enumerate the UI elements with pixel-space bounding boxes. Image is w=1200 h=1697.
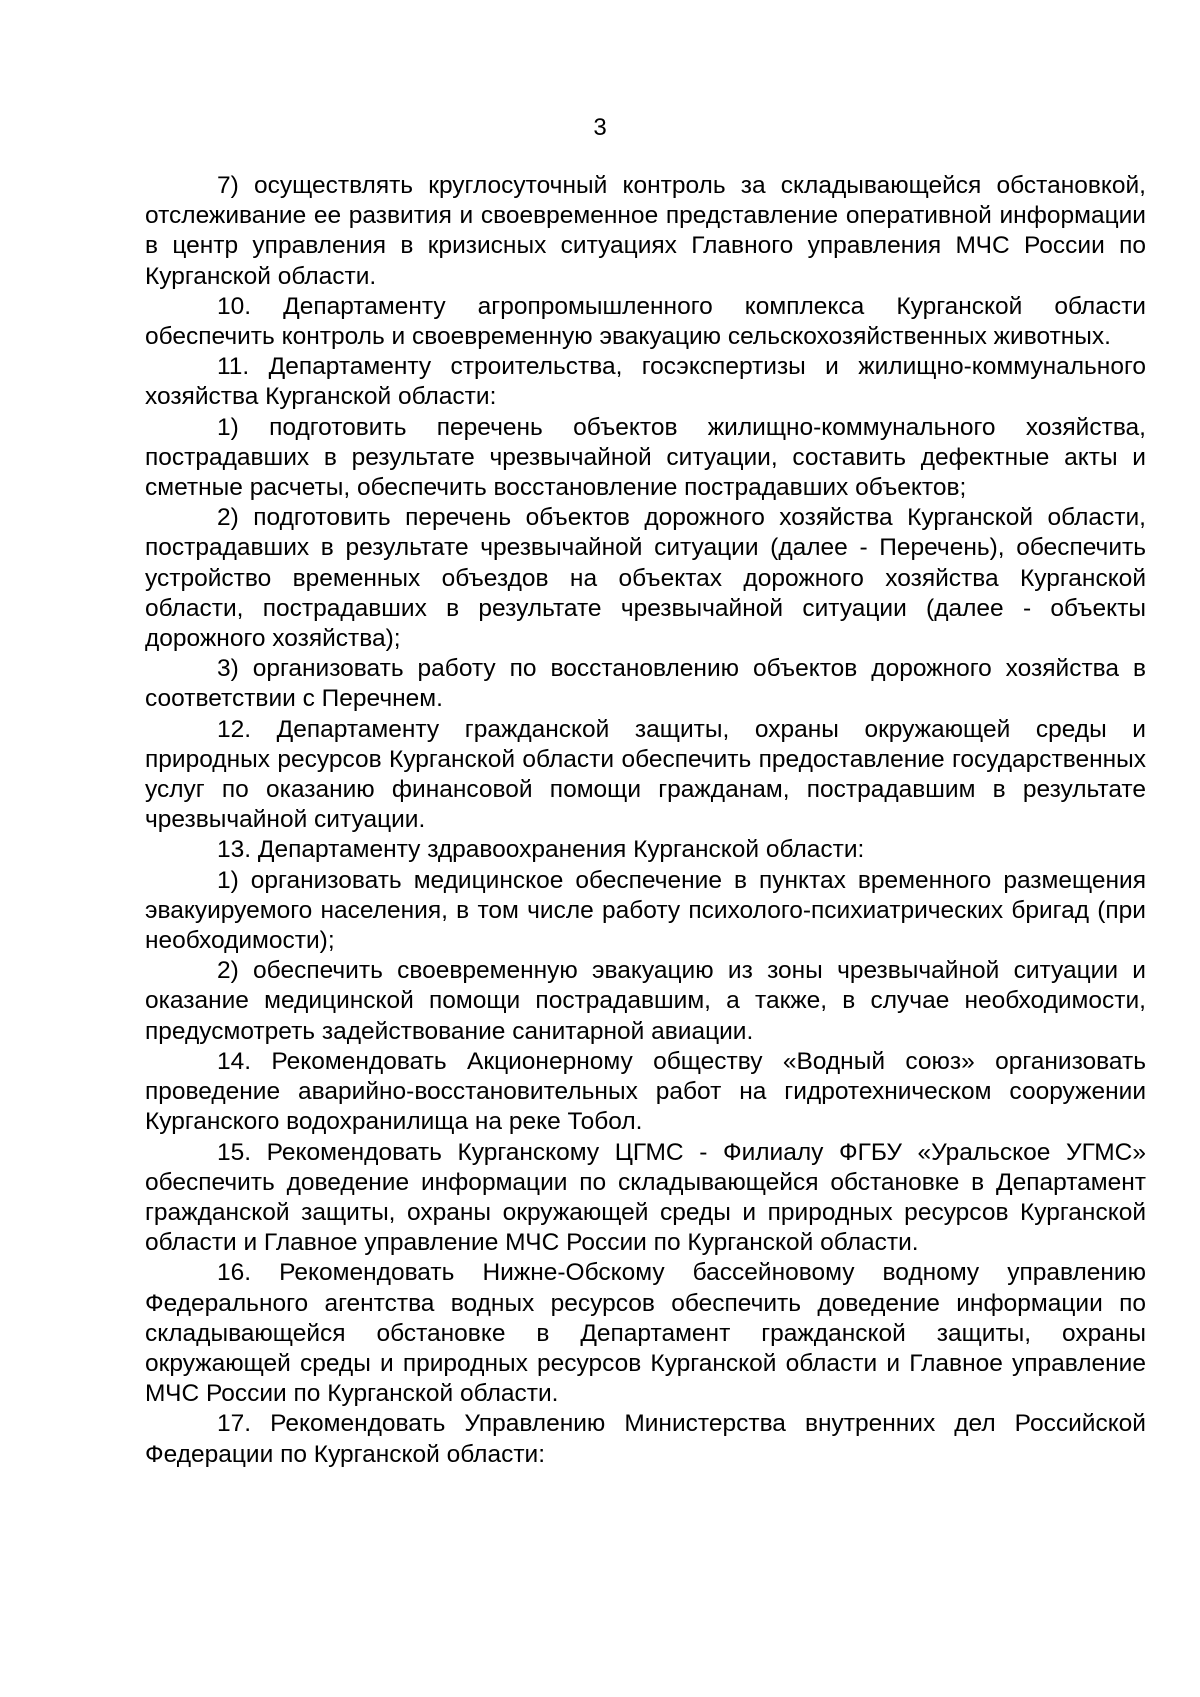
paragraph-section-13: 13. Департаменту здравоохранения Курганской области: bbox=[217, 836, 865, 864]
document-body bbox=[145, 171, 1146, 1470]
paragraph-section-11: 11. Департаменту строительства, госэкспертизы и жилищно-коммунального хозяйства Курганской области: bbox=[145, 353, 1146, 411]
paragraph-section-14: 14. Рекомендовать Акционерному обществу «Водный союз» организовать проведение аварийно-восстановительных работ на гидротехническом сооружении Курганского водохранилища на реке Тобол. bbox=[145, 1047, 1146, 1136]
paragraph-section-16: 16. Рекомендовать Нижне-Обскому бассейновому водному управлению Федерального агентства водных ресурсов обеспечить доведение информации по складывающейся обстановке в Департамент гражданской защиты, охраны окружающей среды и природных ресурсов Курганской области и Главное управление МЧС России по Курганской области. bbox=[145, 1259, 1146, 1408]
paragraph-section-10: 10. Департаменту агропромышленного комплекса Курганской области обеспечить контроль и своевременную эвакуацию сельскохозяйственных животных. bbox=[145, 292, 1146, 351]
page-number: 3 bbox=[593, 114, 607, 141]
paragraph-section-13-item-2: 2) обеспечить своевременную эвакуацию из зоны чрезвычайной ситуации и оказание медицинской помощи пострадавшим, а также, в случае необходимости, предусмотреть задействование санитарной авиации. bbox=[145, 957, 1146, 1045]
paragraph-section-17: 17. Рекомендовать Управлению Министерства внутренних дел Российской Федерации по Курганской области: bbox=[145, 1410, 1146, 1468]
paragraph-section-11-item-2: 2) подготовить перечень объектов дорожного хозяйства Курганской области, пострадавших в результате чрезвычайной ситуации (далее - Перечень), обеспечить устройство временных объездов на объектах дорожного хозяйства Курганской области, пострадавших в результате чрезвычайной ситуации (далее - объекты дорожного хозяйства); bbox=[145, 504, 1146, 653]
paragraph-section-11-item-3: 3) организовать работу по восстановлению объектов дорожного хозяйства в соответствии с Перечнем. bbox=[145, 655, 1146, 713]
paragraph-section-15: 15. Рекомендовать Курганскому ЦГМС - Филиалу ФГБУ «Уральское УГМС» обеспечить доведение информации по складывающейся обстановке в Департамент гражданской защиты, охраны окружающей среды и природных ресурсов Курганской области и Главное управление МЧС России по Курганской области. bbox=[145, 1138, 1146, 1257]
paragraph-item-7: 7) осуществлять круглосуточный контроль за складывающейся обстановкой, отслеживание ее развития и своевременное представление оперативной информации в центр управления в кризисных ситуациях Главного управления МЧС России по Курганской области. bbox=[145, 172, 1146, 290]
paragraph-section-12: 12. Департаменту гражданской защиты, охраны окружающей среды и природных ресурсов Курганской области обеспечить предоставление государственных услуг по оказанию финансовой помощи гражданам, пострадавшим в результате чрезвычайной ситуации. bbox=[145, 715, 1146, 834]
paragraph-section-13-item-1: 1) организовать медицинское обеспечение в пунктах временного размещения эвакуируемого населения, в том числе работу психолого-психиатрических бригад (при необходимости); bbox=[145, 866, 1146, 955]
paragraph-section-11-item-1: 1) подготовить перечень объектов жилищно-коммунального хозяйства, пострадавших в результате чрезвычайной ситуации, составить дефектные акты и сметные расчеты, обеспечить восстановление пострадавших объектов; bbox=[145, 413, 1146, 502]
